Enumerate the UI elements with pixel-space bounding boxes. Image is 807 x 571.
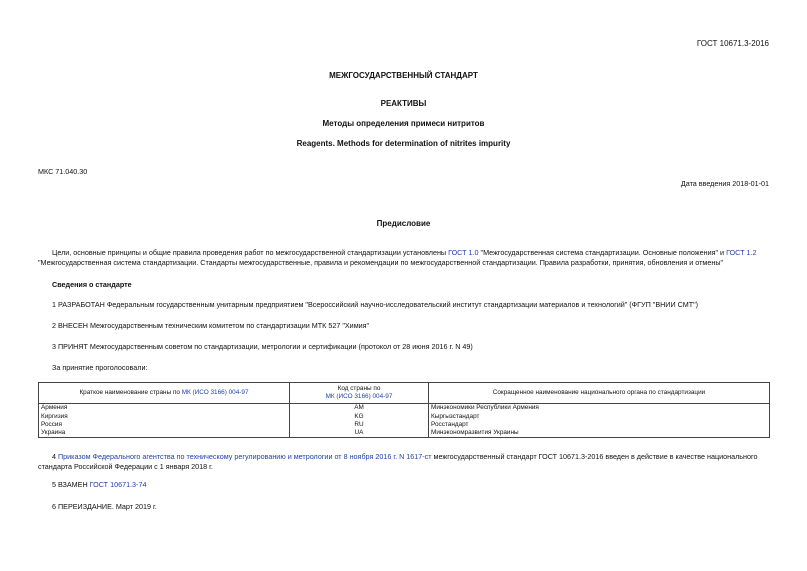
item-4-text: межгосударственный стандарт ГОСТ 10671.3-2016 введен в действие в качестве национального стандарта Российской Федерации с 1 января 2018 г. — [38, 452, 758, 471]
code-cell: UA — [290, 429, 429, 438]
item-2-introduced: 2 ВНЕСЕН Межгосударственным техническим комитетом по стандартизации МТК 527 "Химия" — [52, 321, 370, 330]
introduction-date: Дата введения 2018-01-01 — [680, 179, 769, 188]
order-rosstandart-link[interactable]: Приказом Федерального агентства по техническому регулированию и метрологии от 8 ноября 2016 г. N 1617-ст — [58, 452, 432, 461]
mk-iso-link-1[interactable]: МК (ИСО 3166) 004-97 — [181, 389, 249, 397]
interstate-standard-title: МЕЖГОСУДАРСТВЕННЫЙ СТАНДАРТ — [329, 71, 478, 80]
preface-text-c: "Межгосударственная система стандартизации. Стандарты межгосударственные, правила и рекомендации по межгосударственной стандартизации. Правила разработки, принятия, обновления и отмены" — [38, 258, 724, 267]
code-cell: AM — [290, 404, 429, 413]
preface-heading: Предисловие — [376, 219, 431, 228]
country-cell: Армения — [39, 404, 290, 413]
item-6-reissue: 6 ПЕРЕИЗДАНИЕ. Март 2019 г. — [52, 502, 157, 511]
code-cell: RU — [290, 421, 429, 429]
preface-paragraph — [38, 248, 770, 268]
gost-10671-3-74-link[interactable]: ГОСТ 10671.3-74 — [89, 480, 147, 489]
country-cell: Россия — [39, 421, 290, 429]
item-5-text: 5 ВЗАМЕН — [52, 480, 90, 489]
national-body-cell: Минэкономразвития Украины — [429, 429, 770, 438]
item-4-enacted — [38, 452, 770, 472]
national-body-cell: Кыргызстандарт — [429, 413, 770, 421]
code-cell: KG — [290, 413, 429, 421]
subtitle-ru: Методы определения примеси нитритов — [322, 119, 485, 128]
mk-iso-link-2[interactable]: МК (ИСО 3166) 004-97 — [325, 393, 393, 401]
gost-1-2-link[interactable]: ГОСТ 1.2 — [726, 248, 757, 257]
national-body-cell: Росстандарт — [429, 421, 770, 429]
document-code: ГОСТ 10671.3-2016 — [696, 39, 769, 48]
header-country-code — [290, 383, 429, 404]
table-row — [39, 404, 770, 413]
item-1-developed: 1 РАЗРАБОТАН Федеральным государственным унитарным предприятием "Всероссийский научно-исследовательский институт стандартизации материалов и технологий" (ФГУП "ВНИИ СМТ") — [52, 300, 699, 309]
preface-text-b: "Межгосударственная система стандартизации. Основные положения" и — [478, 248, 727, 257]
header-country-code-text: Код страны по — [337, 385, 381, 392]
mks-code: МКС 71.040.30 — [38, 167, 88, 176]
table-row — [39, 421, 770, 429]
item-5-replaces — [52, 480, 146, 490]
header-country-name-text: Краткое наименование страны по — [79, 389, 182, 397]
header-country-name — [39, 383, 290, 404]
table-row — [39, 413, 770, 421]
about-standard-heading: Сведения о стандарте — [52, 280, 132, 289]
voted-label: За принятие проголосовали: — [52, 363, 148, 372]
item-4-number: 4 — [52, 452, 58, 461]
gost-1-0-link[interactable]: ГОСТ 1.0 — [448, 248, 479, 257]
preface-text-a: Цели, основные принципы и общие правила проведения работ по межгосударственной стандартизации установлены — [52, 248, 449, 257]
main-title: РЕАКТИВЫ — [380, 99, 427, 108]
country-cell: Киргизия — [39, 413, 290, 421]
header-national-body: Сокращенное наименование национального органа по стандартизации — [429, 383, 770, 404]
table-header-row — [39, 383, 770, 404]
item-3-adopted: 3 ПРИНЯТ Межгосударственным советом по стандартизации, метрологии и сертификации (протокол от 28 июня 2016 г. N 49) — [52, 342, 473, 351]
subtitle-en: Reagents. Methods for determination of nitrites impurity — [296, 139, 511, 148]
voting-table — [38, 382, 770, 438]
country-cell: Украина — [39, 429, 290, 438]
table-row — [39, 429, 770, 438]
national-body-cell: Минэкономики Республики Армения — [429, 404, 770, 413]
